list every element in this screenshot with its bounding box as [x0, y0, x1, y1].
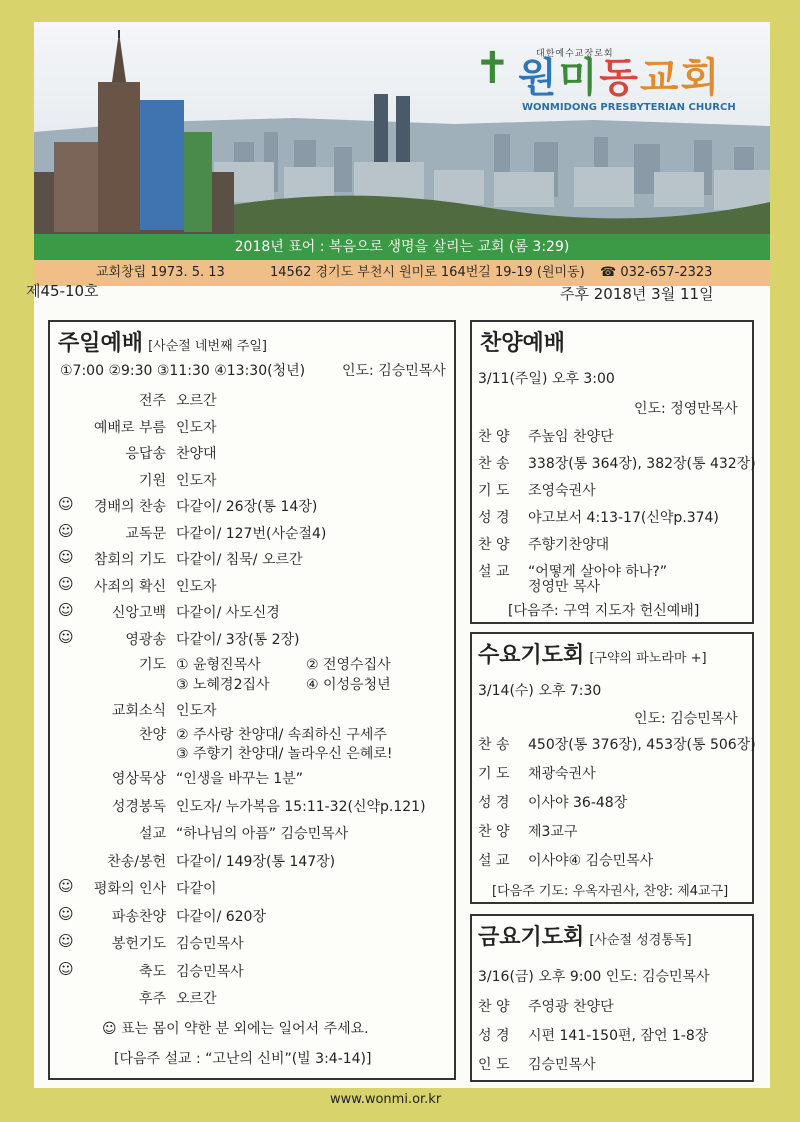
- prayer-1: ① 윤형진목사: [176, 657, 261, 673]
- wednesday-service-box: [470, 632, 754, 904]
- logo-char-1: 원: [518, 55, 559, 101]
- item-label: 기 도: [478, 766, 510, 782]
- logo-english-name: WONMIDONG PRESBYTERIAN CHURCH: [522, 102, 736, 113]
- item-label: 기 도: [478, 483, 510, 499]
- wednesday-next: [다음주 기도: 우옥자권사, 찬양: 제4교구]: [492, 884, 729, 899]
- logo-char-4: 교회: [639, 55, 722, 101]
- order-label: 교독문: [125, 525, 166, 542]
- item-label: 설 교: [478, 564, 510, 580]
- order-value: “인생을 바꾸는 1분”: [176, 771, 303, 787]
- order-label: 전주: [138, 393, 166, 409]
- order-value: 다같이/ 침묵/ 오르간: [176, 552, 303, 568]
- item-value: 450장(통 376장), 453장(통 506장): [528, 737, 756, 753]
- item-label: 찬 송: [478, 737, 510, 753]
- order-label: 성경봉독: [111, 798, 166, 815]
- service-times: ①7:00 ②9:30 ③11:30 ④13:30(청년): [60, 363, 306, 379]
- order-label: 신앙고백: [111, 605, 166, 621]
- sunday-title: 주일예배: [58, 331, 144, 356]
- order-label: 영광송: [125, 631, 166, 648]
- item-value: 김승민목사: [528, 1057, 596, 1073]
- item-value: 조영숙권사: [528, 483, 596, 499]
- logo-char-2: 미: [558, 55, 600, 101]
- order-value: 다같이/ 127번(사순절4): [176, 525, 327, 542]
- prayer-3: ③ 노혜경2집사: [176, 677, 270, 693]
- friday-subtitle: [사순절 성경통독]: [589, 933, 692, 948]
- church-address: 14562 경기도 부천시 원미로 164번길 19-19 (원미동): [270, 265, 585, 280]
- order-value: 찬양대: [176, 446, 217, 462]
- order-value: 인도자/ 누가복음 15:11-32(신약p.121): [176, 798, 426, 815]
- friday-service-box: [470, 914, 754, 1082]
- item-label: 찬 양: [478, 537, 510, 553]
- prayer-4: ④ 이성응청년: [306, 677, 391, 693]
- praise-title: 찬양예배: [480, 331, 566, 356]
- friday-time: 3/16(금) 오후 9:00 인도: 김승민목사: [478, 969, 710, 985]
- item-label: 찬 송: [478, 456, 510, 472]
- smile-icon: ☺: [58, 521, 74, 540]
- friday-title: 금요기도회: [478, 925, 585, 950]
- item-value: 시편 141-150편, 잠언 1-8장: [528, 1028, 709, 1044]
- praise-leader: 인도: 정영만목사: [634, 401, 738, 417]
- order-value: 김승민목사: [176, 936, 244, 952]
- order-value: 다같이/ 사도신경: [176, 605, 280, 621]
- founded-date: 교회창립 1973. 5. 13: [96, 265, 225, 280]
- year-motto: 2018년 표어 : 복음으로 생명을 살리는 교회 (롬 3:29): [34, 234, 770, 260]
- praise-label: 찬양: [138, 727, 166, 743]
- prayer-label: 기도: [138, 657, 166, 673]
- issue-number: 제45-10호: [26, 282, 99, 300]
- item-label: 설 교: [478, 853, 510, 869]
- order-label: 참회의 기도: [93, 552, 166, 568]
- item-value: 제3교구: [528, 824, 578, 840]
- smile-icon: ☺: [58, 495, 74, 513]
- order-label: 예배로 부름: [93, 419, 166, 436]
- logo-char-3: 동: [599, 55, 640, 101]
- church-website[interactable]: www.wonmi.or.kr: [330, 1092, 442, 1107]
- sunday-subtitle: [사순절 네번째 주일]: [148, 339, 267, 354]
- smile-icon: ☺: [58, 932, 74, 950]
- item-value: 338장(통 364장), 382장(통 432장): [528, 456, 756, 472]
- sunday-service-box: [48, 320, 456, 1080]
- stand-note: ☺ 표는 몸이 약한 분 외에는 일어서 주세요.: [102, 1021, 369, 1037]
- next-sermon: [다음주 설교 : “고난의 신비”(빌 3:4-14)]: [114, 1051, 372, 1067]
- logo-name: [518, 54, 721, 102]
- smile-icon: ☺: [58, 601, 74, 619]
- order-value: 다같이/ 620장: [176, 908, 266, 925]
- smile-icon: ☺: [58, 548, 74, 566]
- item-value: 주향기찬양대: [528, 537, 610, 553]
- order-value: “하나님의 아픔” 김승민목사: [176, 826, 349, 842]
- order-label: 설교: [138, 826, 166, 842]
- item-label: 찬 양: [478, 824, 510, 840]
- smile-icon: ☺: [58, 959, 74, 978]
- item-label: 성 경: [478, 1028, 510, 1044]
- cross-icon: ✝: [474, 43, 511, 94]
- praise-preacher: 정영만 목사: [528, 579, 601, 595]
- item-value: 이사야 36-48장: [528, 795, 628, 811]
- bulletin-date: 주후 2018년 3월 11일: [560, 285, 714, 303]
- order-value: 다같이/ 3장(통 2장): [176, 631, 300, 648]
- order-label: 응답송: [125, 446, 166, 462]
- item-label: 찬 양: [478, 429, 510, 445]
- item-label: 찬 양: [478, 999, 510, 1015]
- sunday-leader: 인도: 김승민목사: [342, 363, 446, 379]
- order-value: 오르간: [176, 991, 217, 1007]
- logo-denomination: 대한예수교장로회: [536, 49, 614, 59]
- item-value: 야고보서 4:13-17(신약p.374): [528, 510, 719, 526]
- wednesday-leader: 인도: 김승민목사: [634, 711, 738, 727]
- order-value: 김승민목사: [176, 963, 244, 980]
- smile-icon: ☺: [58, 877, 74, 895]
- wednesday-time: 3/14(수) 오후 7:30: [478, 683, 602, 699]
- item-label: 성 경: [478, 510, 510, 526]
- church-logo: [474, 42, 764, 112]
- praise-time: 3/11(주일) 오후 3:00: [478, 371, 615, 387]
- order-value: 인도자: [176, 578, 217, 595]
- smile-icon: ☺: [58, 627, 74, 646]
- item-value: 이사야④ 김승민목사: [528, 853, 654, 869]
- news-value: 인도자: [176, 703, 217, 719]
- praise-line-1: ② 주사랑 찬양대/ 속죄하신 구세주: [176, 727, 387, 743]
- item-value: 주영광 찬양단: [528, 999, 614, 1015]
- item-label: 성 경: [478, 795, 510, 811]
- praise-next: [다음주: 구역 지도자 헌신예배]: [508, 603, 700, 619]
- order-label: 축도: [138, 963, 166, 980]
- order-value: 다같이/ 149장(통 147장): [176, 853, 336, 870]
- church-phone: ☎ 032-657-2323: [600, 265, 713, 280]
- news-label: 교회소식: [111, 703, 166, 719]
- order-label: 경배의 찬송: [93, 499, 166, 515]
- praise-service-box: [470, 320, 754, 624]
- item-value: “어떻게 살아야 하나?”: [528, 564, 668, 580]
- order-label: 기원: [138, 472, 166, 489]
- order-label: 후주: [138, 991, 166, 1007]
- order-value: 다같이/ 26장(통 14장): [176, 499, 318, 515]
- order-label: 찬송/봉헌: [107, 853, 166, 870]
- order-label: 평화의 인사: [93, 881, 166, 897]
- order-label: 파송찬양: [111, 908, 166, 925]
- order-value: 오르간: [176, 393, 217, 409]
- order-label: 봉헌기도: [111, 936, 166, 952]
- smile-icon: ☺: [58, 574, 74, 593]
- order-value: 인도자: [176, 472, 217, 489]
- item-value: 채광숙권사: [528, 766, 596, 782]
- order-label: 사죄의 확신: [93, 578, 166, 595]
- order-value: 인도자: [176, 419, 217, 436]
- church-banner: [34, 22, 770, 234]
- order-label: 영상묵상: [111, 771, 166, 787]
- smile-icon: ☺: [58, 904, 74, 923]
- wednesday-title: 수요기도회: [478, 643, 585, 668]
- item-label: 인 도: [478, 1057, 510, 1073]
- item-value: 주높임 찬양단: [528, 429, 614, 445]
- wednesday-subtitle: [구약의 파노라마 +]: [589, 651, 707, 666]
- prayer-2: ② 전영수집사: [306, 657, 391, 673]
- order-value: 다같이: [176, 881, 217, 897]
- praise-line-2: ③ 주향기 찬양대/ 놀라우신 은혜로!: [176, 746, 393, 762]
